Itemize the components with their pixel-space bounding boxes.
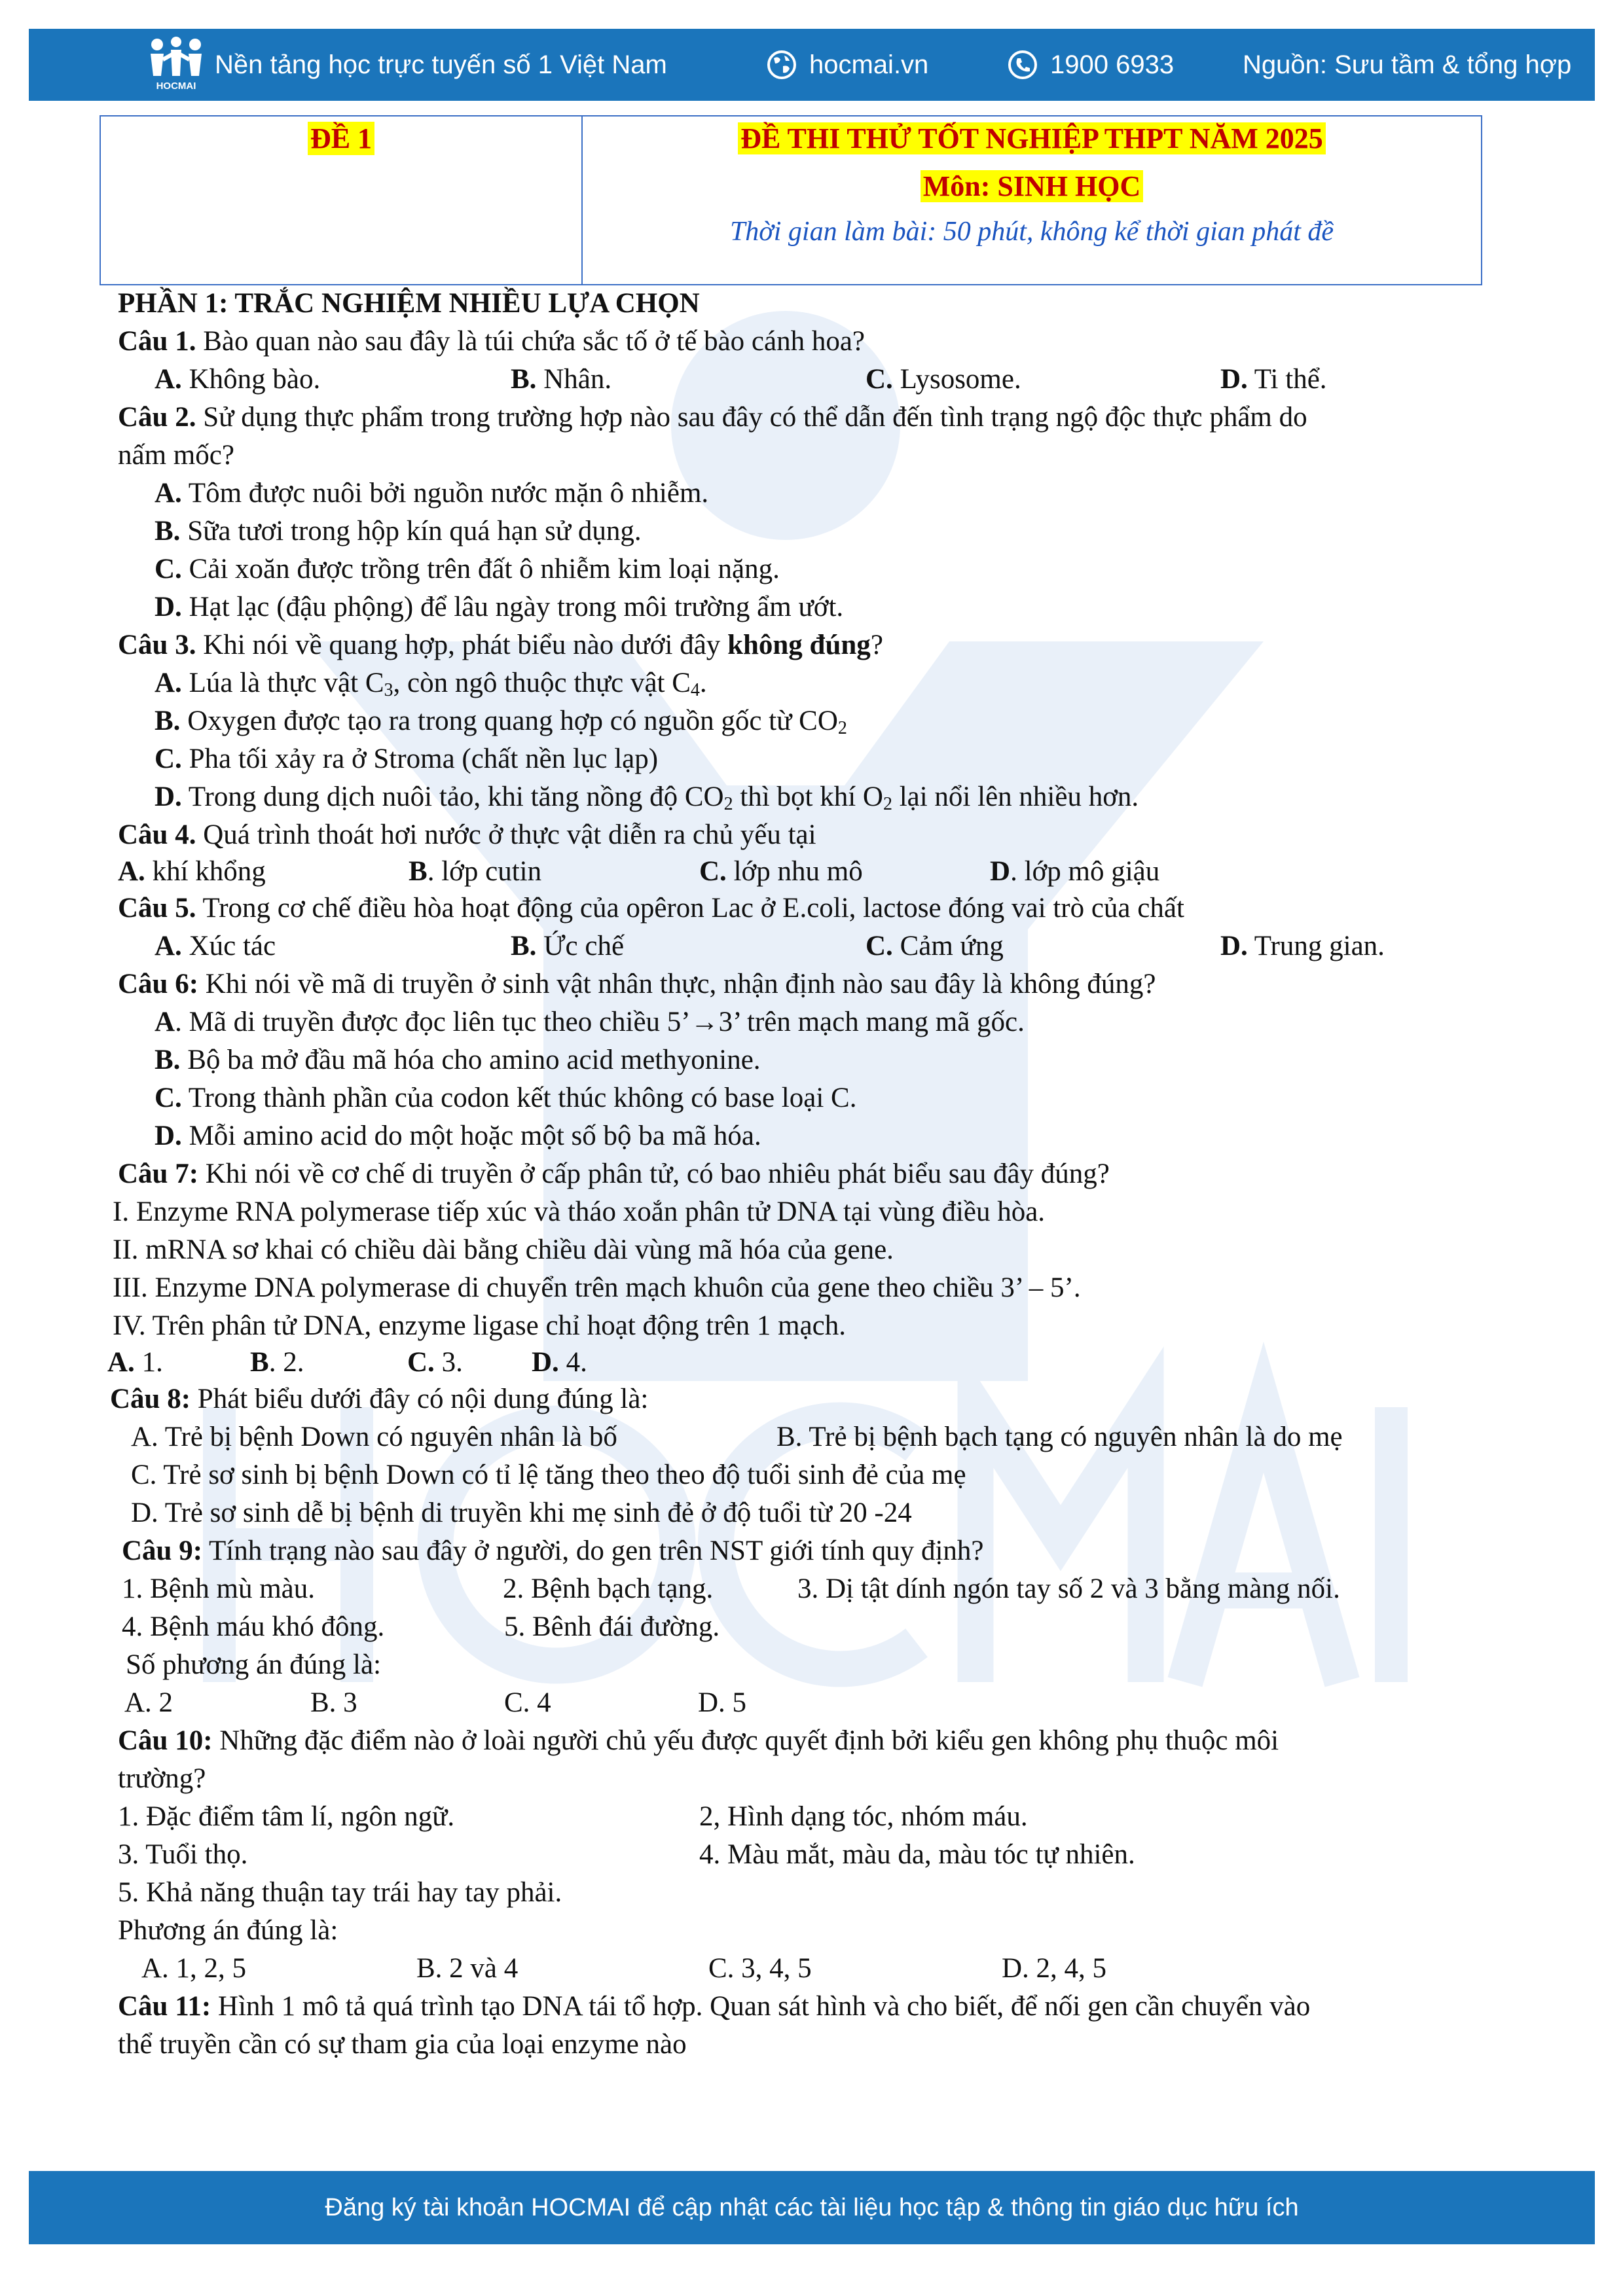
q5-option-d: D. Trung gian.	[1220, 931, 1385, 961]
q9-option-a: A. 2	[124, 1687, 173, 1718]
q8-option-a: A. Trẻ bị bệnh Down có nguyên nhân là bố	[131, 1422, 617, 1452]
q1-option-a: A. Không bào.	[155, 364, 321, 395]
exam-title: ĐỀ THI THỬ TỐT NGHIỆP THPT NĂM 2025	[738, 122, 1326, 154]
q9-option-c: C. 4	[504, 1687, 551, 1718]
website-link[interactable]	[766, 29, 928, 101]
q3-option-d: D. Trong dung dịch nuôi tảo, khi tăng nồng độ $CO_2$ thì bọt khí $O_2$ lại nổi lên nhiều hơn.	[155, 781, 1139, 814]
exam-time: Thời gian làm bài: 50 phút, không kể thời gian phát đề	[729, 217, 1334, 247]
phone-text: 1900 6933	[1050, 50, 1175, 79]
q10-item-3: 3. Tuổi thọ.	[118, 1839, 248, 1870]
q9-item-5: 5. Bênh đái đường.	[504, 1611, 720, 1642]
globe-icon	[766, 49, 797, 81]
q6-option-a: A. Mã di truyền được đọc liên tục theo chiều 5’→3’ trên mạch mang mã gốc.	[155, 1007, 1025, 1037]
q7-option-a: A. 1.	[107, 1347, 163, 1378]
q10-option-c: C. 3, 4, 5	[708, 1953, 812, 1984]
q3-option-b: B. Oxygen được tạo ra trong quang hợp có nguồn gốc từ $CO_2$	[155, 706, 847, 738]
top-banner	[29, 29, 1595, 101]
question-10: Câu 10: Những đặc điểm nào ở loài người chủ yếu được quyết định bởi kiểu gen không phụ thuộc môi	[118, 1725, 1279, 1756]
exam-info-cell	[583, 117, 1481, 284]
q7-statement-4: IV. Trên phân tử DNA, enzyme ligase chỉ hoạt động trên 1 mạch.	[113, 1310, 846, 1341]
q3-option-a: A. Lúa là thực vật $C_3$, còn ngô thuộc thực vật $C_4$.	[155, 668, 707, 700]
q9-item-4: 4. Bệnh máu khó đông.	[122, 1611, 385, 1642]
q2-option-c: C. Cải xoăn được trồng trên đất ô nhiễm kim loại nặng.	[155, 554, 780, 584]
q7-option-b: B. 2.	[250, 1347, 304, 1378]
q6-option-c: C. Trong thành phần của codon kết thúc không có base loại C.	[155, 1083, 857, 1113]
q6-option-b: B. Bộ ba mở đầu mã hóa cho amino acid methyonine.	[155, 1045, 761, 1075]
q7-statement-2: II. mRNA sơ khai có chiều dài bằng chiều dài vùng mã hóa của gene.	[113, 1234, 894, 1265]
q4-option-b: B. lớp cutin	[409, 856, 542, 887]
exam-code-cell	[101, 117, 583, 284]
question-11-cont: thể truyền cần có sự tham gia của loại enzyme nào	[118, 2029, 687, 2060]
q10-item-4: 4. Màu mắt, màu da, màu tóc tự nhiên.	[699, 1839, 1135, 1870]
question-1: Câu 1. Bào quan nào sau đây là túi chứa sắc tố ở tế bào cánh hoa?	[118, 326, 866, 357]
q5-option-b: B. Ức chế	[511, 931, 625, 961]
hocmai-logo	[147, 37, 206, 93]
slogan-text: Nền tảng học trực tuyến số 1 Việt Nam	[215, 50, 667, 79]
q9-item-3: 3. Dị tật dính ngón tay số 2 và 3 bằng màng nối.	[797, 1573, 1340, 1604]
question-11: Câu 11: Hình 1 mô tả quá trình tạo DNA tái tổ hợp. Quan sát hình và cho biết, để nối gen cần chuyển vào	[118, 1991, 1311, 2022]
svg-text:HOCMAI: HOCMAI	[156, 81, 196, 92]
q9-option-b: B. 3	[310, 1687, 357, 1718]
question-2-cont: nấm mốc?	[118, 440, 234, 471]
q2-option-b: B. Sữa tươi trong hộp kín quá hạn sử dụng.	[155, 516, 642, 547]
q8-option-d: D. Trẻ sơ sinh dễ bị bệnh di truyền khi mẹ sinh đẻ ở độ tuổi từ 20 -24	[131, 1498, 912, 1528]
footer-banner	[29, 2171, 1595, 2244]
exam-header-table	[100, 115, 1482, 285]
phone-link[interactable]	[1007, 29, 1174, 101]
question-3: Câu 3. Khi nói về quang hợp, phát biểu nào dưới đây không đúng?	[118, 630, 883, 660]
q9-item-1: 1. Bệnh mù màu.	[122, 1573, 315, 1604]
question-5: Câu 5. Trong cơ chế điều hòa hoạt động của opêron Lac ở E.coli, lactose đóng vai trò của chất	[118, 893, 1184, 924]
q1-option-c: C. Lysosome.	[866, 364, 1021, 395]
q4-option-a: A. khí khổng	[118, 856, 266, 887]
q9-item-2: 2. Bệnh bạch tạng.	[503, 1573, 714, 1604]
q10-option-d: D. 2, 4, 5	[1002, 1953, 1107, 1984]
exam-code: ĐỀ 1	[308, 122, 374, 155]
q7-option-d: D. 4.	[532, 1347, 587, 1378]
q2-option-a: A. Tôm được nuôi bởi nguồn nước mặn ô nhiễm.	[155, 478, 709, 509]
q1-option-d: D. Ti thể.	[1220, 364, 1327, 395]
q10-option-a: A. 1, 2, 5	[141, 1953, 247, 1984]
exam-subject: Môn: SINH HỌC	[921, 170, 1143, 202]
q5-option-c: C. Cảm ứng	[866, 931, 1004, 961]
q10-prompt: Phương án đúng là:	[118, 1915, 338, 1946]
q7-statement-3: III. Enzyme DNA polymerase di chuyển trên mạch khuôn của gene theo chiều 3’ – 5’.	[113, 1272, 1081, 1303]
q7-statement-1: I. Enzyme RNA polymerase tiếp xúc và tháo xoắn phân tử DNA tại vùng điều hòa.	[113, 1196, 1046, 1227]
q10-option-b: B. 2 và 4	[416, 1953, 519, 1984]
question-2: Câu 2. Sử dụng thực phẩm trong trường hợp nào sau đây có thể dẫn đến tình trạng ngộ độc thực phẩm do	[118, 402, 1307, 433]
question-10-cont: trường?	[118, 1763, 206, 1794]
question-4: Câu 4. Quá trình thoát hơi nước ở thực vật diễn ra chủ yếu tại	[118, 819, 816, 850]
q9-prompt: Số phương án đúng là:	[126, 1649, 382, 1680]
q10-item-2: 2, Hình dạng tóc, nhóm máu.	[699, 1801, 1028, 1832]
q8-option-c: C. Trẻ sơ sinh bị bệnh Down có tỉ lệ tăng theo theo độ tuổi sinh đẻ của mẹ	[131, 1460, 966, 1490]
question-6: Câu 6: Khi nói về mã di truyền ở sinh vật nhân thực, nhận định nào sau đây là không đúng?	[118, 969, 1156, 999]
q6-option-d: D. Mỗi amino acid do một hoặc một số bộ ba mã hóa.	[155, 1121, 761, 1151]
section-title: PHẦN 1: TRẮC NGHIỆM NHIỀU LỰA CHỌN	[118, 288, 700, 319]
q4-option-c: C. lớp nhu mô	[699, 856, 863, 887]
q4-option-d: D. lớp mô giậu	[990, 856, 1160, 887]
question-8: Câu 8: Phát biểu dưới đây có nội dung đúng là:	[110, 1384, 649, 1414]
q8-option-b: B. Trẻ bị bệnh bạch tạng có nguyên nhân là do mẹ	[776, 1422, 1343, 1452]
q5-option-a: A. Xúc tác	[155, 931, 276, 961]
question-9: Câu 9: Tính trạng nào sau đây ở người, do gen trên NST giới tính quy định?	[122, 1535, 984, 1566]
footer-text: Đăng ký tài khoản HOCMAI để cập nhật các tài liệu học tập & thông tin giáo dục hữu ích	[325, 2193, 1299, 2221]
q10-item-1: 1. Đặc điểm tâm lí, ngôn ngữ.	[118, 1801, 455, 1832]
q9-option-d: D. 5	[698, 1687, 747, 1718]
q3-option-c: C. Pha tối xảy ra ở Stroma (chất nền lục lạp)	[155, 744, 659, 774]
brand-slogan	[147, 29, 667, 101]
q7-option-c: C. 3.	[407, 1347, 463, 1378]
q1-option-b: B. Nhân.	[511, 364, 612, 395]
source-text: Nguồn: Sưu tầm & tổng hợp	[1243, 50, 1572, 79]
q2-option-d: D. Hạt lạc (đậu phộng) để lâu ngày trong môi trường ẩm ướt.	[155, 592, 844, 622]
phone-icon	[1007, 49, 1038, 81]
question-7: Câu 7: Khi nói về cơ chế di truyền ở cấp phân tử, có bao nhiêu phát biểu sau đây đúng?	[118, 1158, 1110, 1189]
q10-item-5: 5. Khả năng thuận tay trái hay tay phải.	[118, 1877, 562, 1908]
website-text: hocmai.vn	[809, 50, 929, 79]
